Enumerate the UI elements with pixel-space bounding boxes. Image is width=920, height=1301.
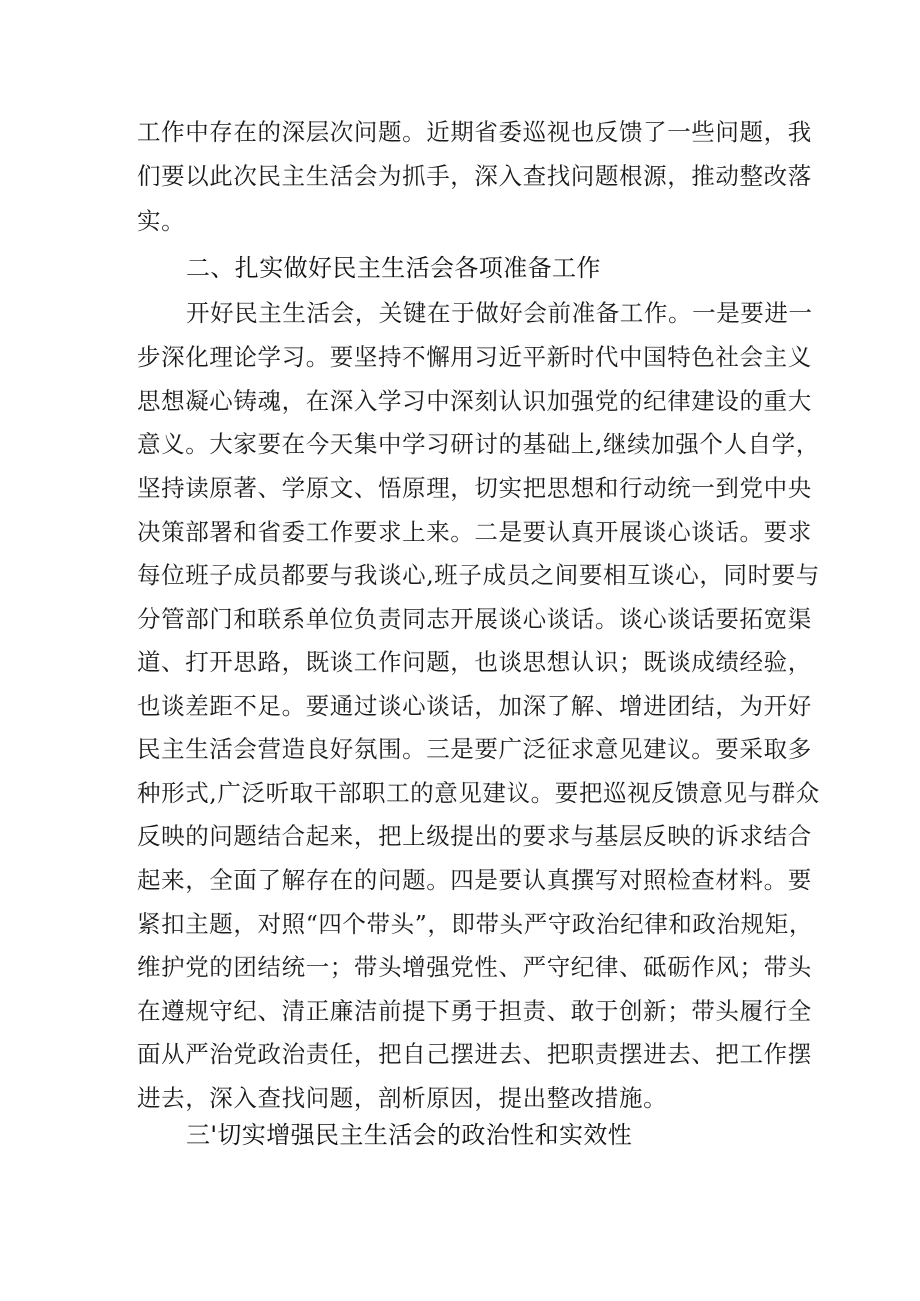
intro-line-1: 工作中存在的深层次问题。近期省委巡视也反馈了一些问题，我 (137, 118, 812, 146)
section-2-line-12: 种形式,广泛听取干部职工的意见建议。要把巡视反馈意见与群众 (137, 779, 820, 807)
section-2-line-3: 思想凝心铸魂，在深入学习中深刻认识加强党的纪律建设的重大 (137, 387, 812, 415)
section-2-line-5: 坚持读原著、学原文、悟原理，切实把思想和行动统一到党中央 (137, 474, 812, 502)
section-2-line-6: 决策部署和省委工作要求上来。二是要认真开展谈心谈话。要求 (137, 518, 812, 546)
section-2-line-4: 意义。大家要在今天集中学习研讨的基础上,继续加强个人自学， (137, 430, 820, 458)
section-2-line-16: 维护党的团结统一；带头增强党性、严守纪律、砥砺作风；带头 (137, 953, 812, 981)
section-2-line-15: 紧扣主题，对照“四个带头”，即带头严守政治纪律和政治规矩， (137, 910, 813, 938)
section-2-line-17: 在遵规守纪、清正廉洁前提下勇于担责、敢于创新；带头履行全 (137, 997, 812, 1025)
section-2-line-10: 也谈差距不足。要通过谈心谈话，加深了解、增进团结，为开好 (137, 692, 812, 720)
section-2-line-8: 分管部门和联系单位负责同志开展谈心谈话。谈心谈话要拓宽渠 (137, 605, 812, 633)
section-2-line-7: 每位班子成员都要与我谈心,班子成员之间要相互谈心，同时要与 (137, 561, 820, 589)
section-2-heading: 二、扎实做好民主生活会各项准备工作 (186, 254, 601, 282)
section-3-heading: 三'切实增强民主生活会的政治性和实效性 (186, 1121, 633, 1149)
section-2-line-14: 起来，全面了解存在的问题。四是要认真撰写对照检查材料。要 (137, 866, 812, 894)
section-2-line-2: 步深化理论学习。要坚持不懈用习近平新时代中国特色社会主义 (137, 343, 812, 371)
intro-line-3: 实。 (137, 207, 186, 235)
intro-line-2: 们要以此次民主生活会为抓手，深入查找问题根源，推动整改落 (137, 162, 812, 190)
section-2-line-19: 进去，深入查找问题，剖析原因，提出整改措施。 (137, 1084, 668, 1112)
section-2-line-13: 反映的问题结合起来，把上级提出的要求与基层反映的诉求结合 (137, 822, 812, 850)
section-2-line-9: 道、打开思路，既谈工作问题，也谈思想认识；既谈成绩经验， (137, 648, 812, 676)
section-2-line-18: 面从严治党政治责任，把自己摆进去、把职责摆进去、把工作摆 (137, 1040, 812, 1068)
section-2-line-11: 民主生活会营造良好氛围。三是要广泛征求意见建议。要采取多 (137, 735, 812, 763)
section-2-line-1: 开好民主生活会，关键在于做好会前准备工作。一是要进一 (186, 299, 813, 327)
